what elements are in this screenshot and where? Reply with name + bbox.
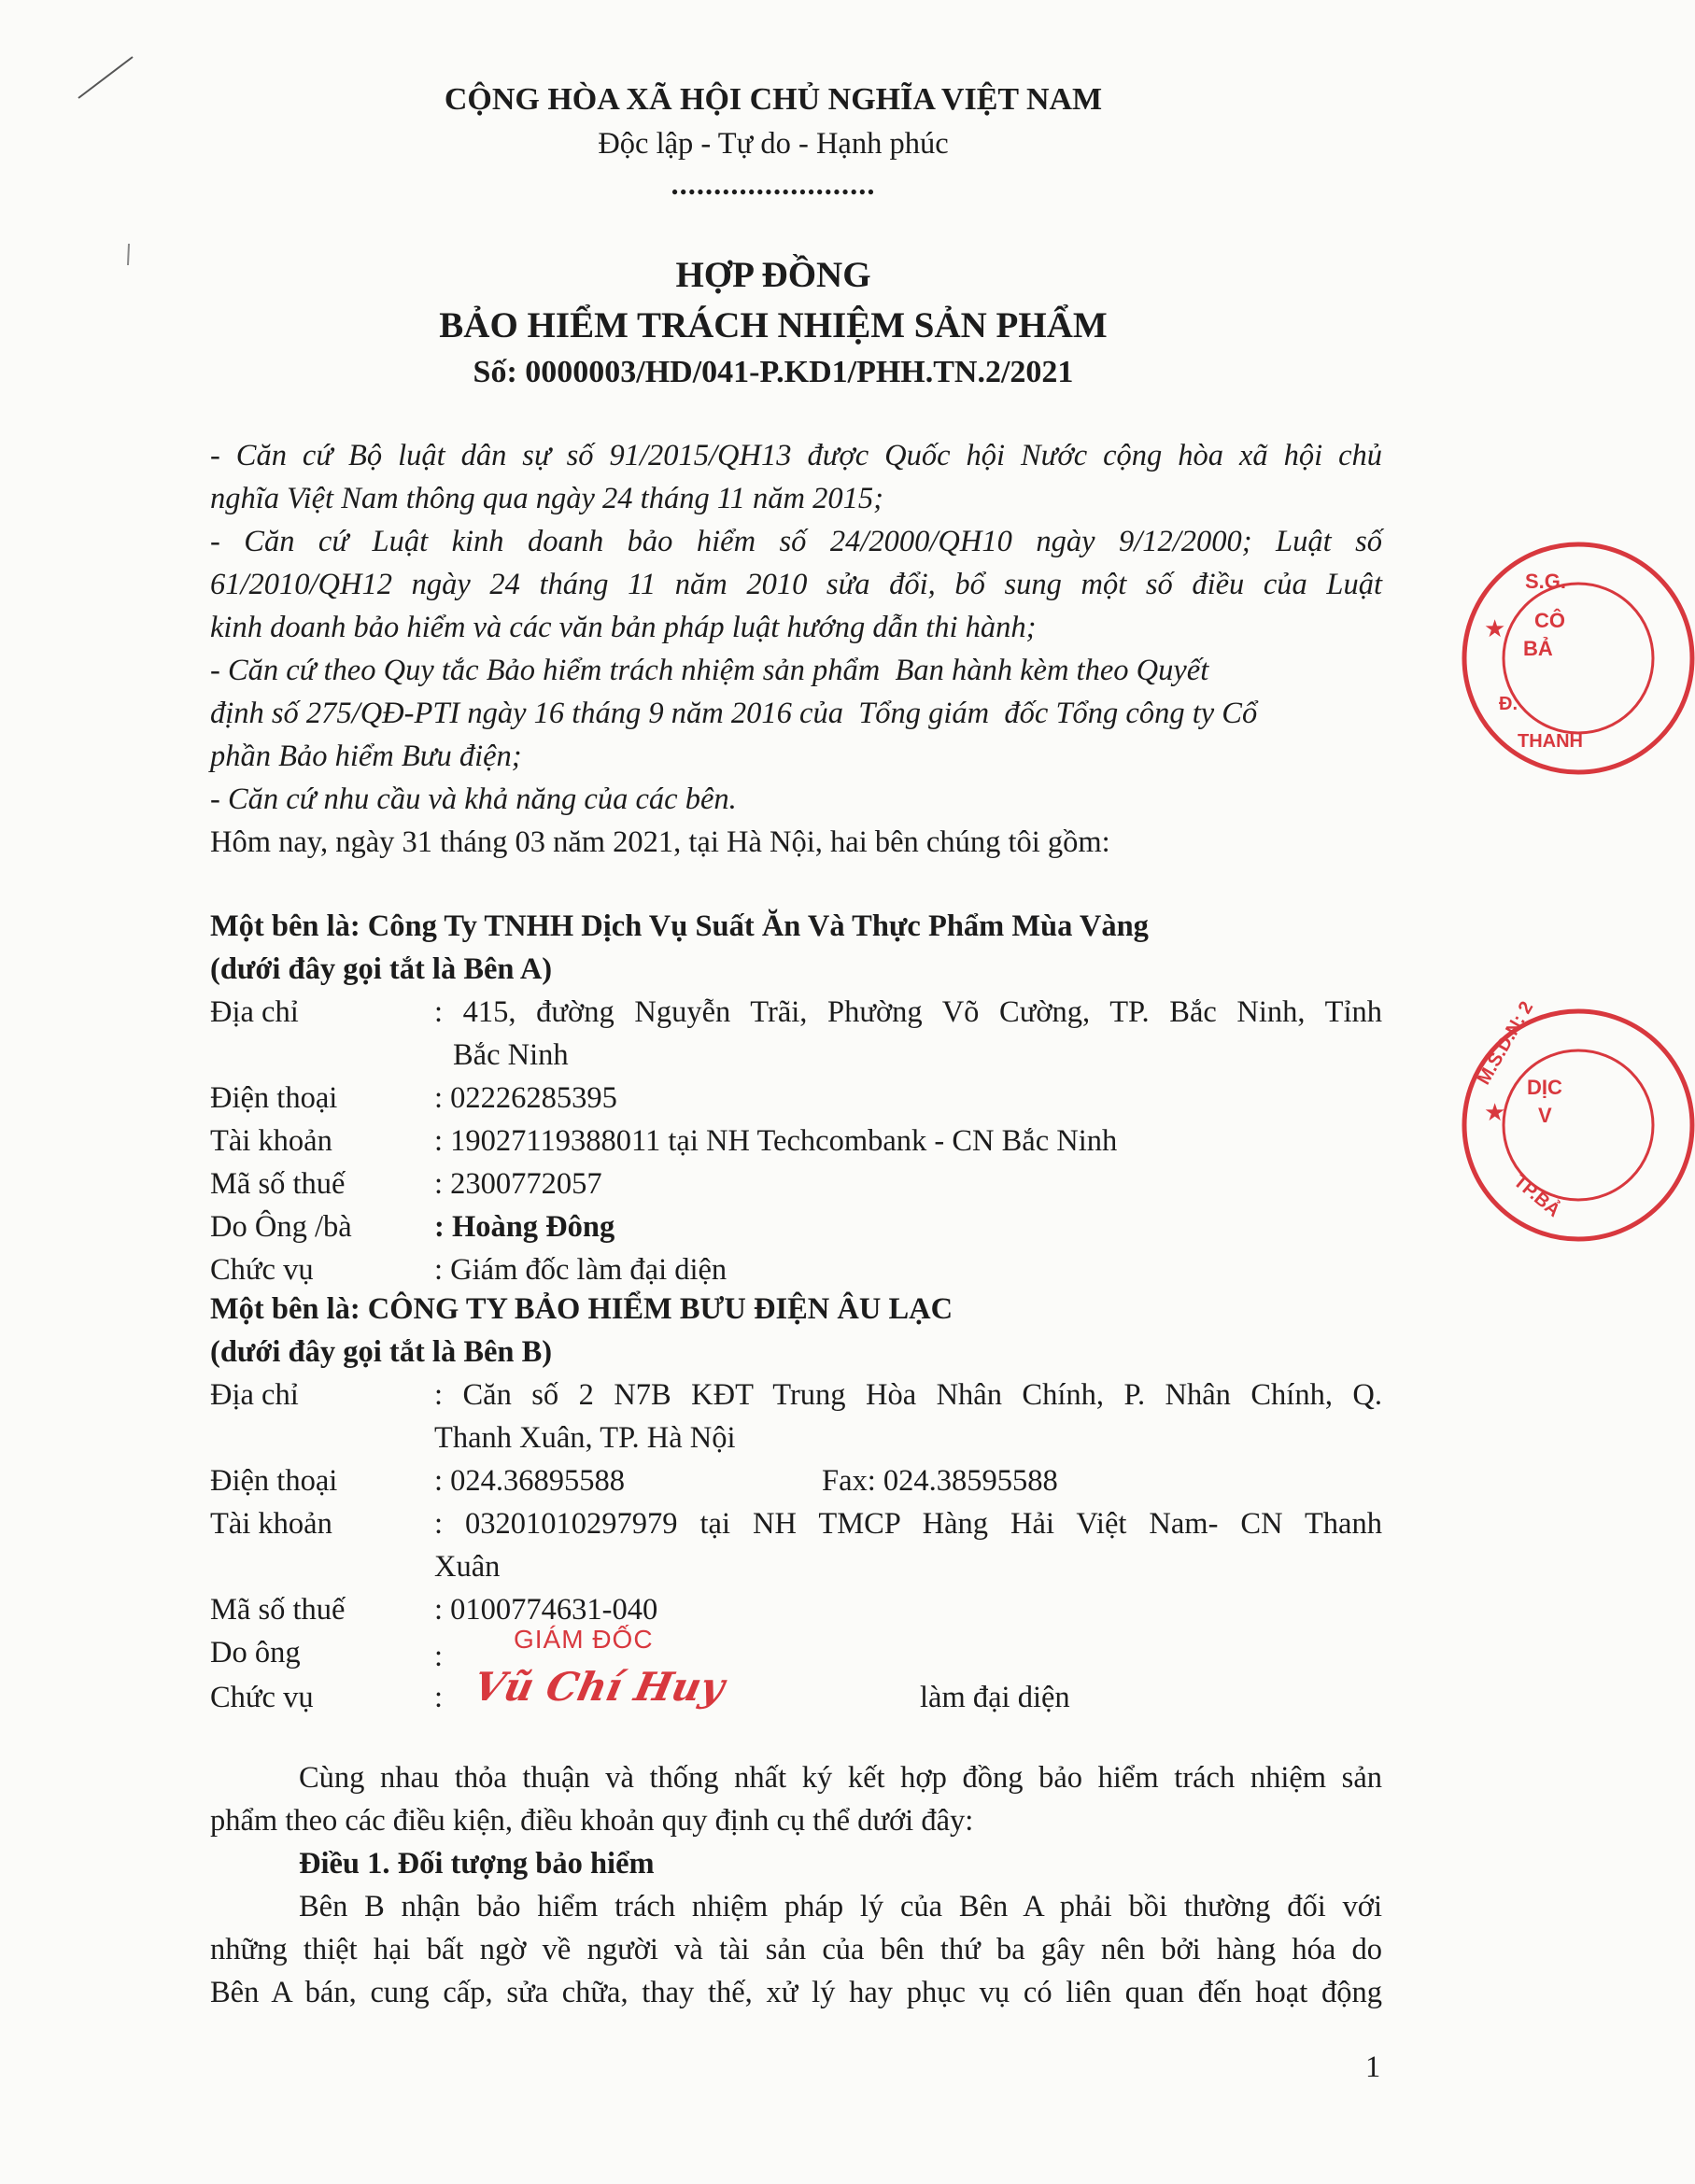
party-a-address: : 415, đường Nguyễn Trãi, Phường Võ Cường, TP. Bắc Ninh, Tỉnh	[434, 995, 1382, 1029]
party-b-tax: : 0100774631-040	[434, 1593, 658, 1627]
svg-text:M.S.D.N: 2: M.S.D.N: 2	[1473, 997, 1538, 1089]
article-1-line: Bên B nhận bảo hiểm trách nhiệm pháp lý của Bên A phải bồi thường đối với	[299, 1890, 1382, 1923]
basis-line: - Căn cứ nhu cầu và khả năng của các bên.	[210, 782, 737, 816]
party-b-fax: Fax: 024.38595588	[822, 1464, 1058, 1498]
party-a-rep-label: Do Ông /bà	[210, 1210, 352, 1244]
svg-text:BẢ: BẢ	[1523, 637, 1553, 660]
agreement-line: phẩm theo các điều kiện, điều khoản quy định cụ thể dưới đây:	[210, 1804, 974, 1838]
basis-line: - Căn cứ Luật kinh doanh bảo hiểm số 24/2000/QH10 ngày 9/12/2000; Luật số	[210, 525, 1382, 558]
today-statement: Hôm nay, ngày 31 tháng 03 năm 2021, tại Hà Nội, hai bên chúng tôi gồm:	[210, 825, 1110, 859]
signature-stamp: Vũ Chí Huy	[469, 1664, 729, 1710]
party-b-rep-label: Do ông	[210, 1636, 301, 1670]
party-b-account: : 03201010297979 tại NH TMCP Hàng Hải Việt Nam- CN Thanh	[434, 1507, 1382, 1541]
party-a-address-label: Địa chỉ	[210, 995, 299, 1029]
svg-text:★: ★	[1484, 1098, 1506, 1126]
party-b-rep-colon: :	[434, 1640, 444, 1673]
party-b-position-suffix: làm đại diện	[920, 1681, 1070, 1714]
party-a-address-cont: Bắc Ninh	[453, 1038, 569, 1072]
party-a-phone: : 02226285395	[434, 1081, 617, 1115]
svg-text:TP.BẢ: TP.BẢ	[1509, 1171, 1564, 1221]
party-b-tax-label: Mã số thuế	[210, 1593, 346, 1627]
party-a-rep: : Hoàng Đông	[434, 1210, 615, 1244]
svg-text:S.G.: S.G.	[1525, 570, 1567, 593]
party-a-tax-label: Mã số thuế	[210, 1167, 346, 1201]
basis-line: kinh doanh bảo hiểm và các văn bản pháp luật hướng dẫn thi hành;	[210, 611, 1037, 644]
party-b-account-cont: Xuân	[434, 1550, 501, 1584]
party-a-account: : 19027119388011 tại NH Techcombank - CN Bắc Ninh	[434, 1124, 1118, 1158]
party-a-account-label: Tài khoản	[210, 1124, 332, 1158]
party-b-address-label: Địa chỉ	[210, 1378, 299, 1412]
basis-line: phần Bảo hiểm Bưu điện;	[210, 740, 522, 773]
article-1-heading: Điều 1. Đối tượng bảo hiểm	[299, 1847, 655, 1881]
article-1-line: những thiệt hại bất ngờ về người và tài sản của bên thứ ba gây nên bởi hàng hóa do	[210, 1933, 1382, 1966]
contract-number: Số: 0000003/HD/041-P.KD1/PHH.TN.2/2021	[473, 355, 1074, 389]
svg-text:V: V	[1538, 1104, 1552, 1127]
party-b-phone-label: Điện thoại	[210, 1464, 338, 1498]
stamp-title: GIÁM ĐỐC	[514, 1625, 654, 1654]
header-divider: ........................	[671, 168, 876, 202]
basis-line: - Căn cứ theo Quy tắc Bảo hiểm trách nhiệm sản phẩm Ban hành kèm theo Quyết	[210, 654, 1209, 687]
party-a-alias: (dưới đây gọi tắt là Bên A)	[210, 952, 553, 986]
basis-line: định số 275/QĐ-PTI ngày 16 tháng 9 năm 2016 của Tổng giám đốc Tổng công ty Cổ	[210, 697, 1258, 730]
party-a-position: : Giám đốc làm đại diện	[434, 1253, 727, 1287]
party-b-phone: : 024.36895588	[434, 1464, 626, 1498]
party-b-address: : Căn số 2 N7B KĐT Trung Hòa Nhân Chính, P. Nhân Chính, Q.	[434, 1378, 1382, 1412]
party-b-position-label: Chức vụ	[210, 1681, 314, 1714]
svg-text:DỊC: DỊC	[1527, 1076, 1562, 1099]
page-number: 1	[1365, 2050, 1381, 2084]
motto: Độc lập - Tự do - Hạnh phúc	[598, 127, 949, 161]
party-b-account-label: Tài khoản	[210, 1507, 332, 1541]
party-a-heading: Một bên là: Công Ty TNHH Dịch Vụ Suất Ăn Và Thực Phẩm Mùa Vàng	[210, 909, 1149, 943]
party-a-phone-label: Điện thoại	[210, 1081, 338, 1115]
party-b-position-colon: :	[434, 1681, 444, 1714]
agreement-line: Cùng nhau thỏa thuận và thống nhất ký kết hợp đồng bảo hiểm trách nhiệm sản	[299, 1761, 1382, 1795]
party-a-tax: : 2300772057	[434, 1167, 602, 1201]
basis-line: nghĩa Việt Nam thông qua ngày 24 tháng 11 năm 2015;	[210, 482, 883, 515]
svg-text:CÔ: CÔ	[1534, 609, 1565, 632]
company-seal-partial	[1452, 990, 1564, 1261]
basis-line: - Căn cứ Bộ luật dân sự số 91/2015/QH13 được Quốc hội Nước cộng hòa xã hội chủ	[210, 439, 1382, 472]
nation-heading: CỘNG HÒA XÃ HỘI CHỦ NGHĨA VIỆT NAM	[444, 82, 1103, 117]
party-b-address-cont: Thanh Xuân, TP. Hà Nội	[434, 1421, 736, 1455]
party-a-position-label: Chức vụ	[210, 1253, 314, 1287]
svg-text:THANH: THANH	[1518, 731, 1583, 752]
party-b-alias: (dưới đây gọi tắt là Bên B)	[210, 1335, 553, 1369]
party-b-heading: Một bên là: CÔNG TY BẢO HIỂM BƯU ĐIỆN ÂU LẠC	[210, 1292, 953, 1326]
contract-title: HỢP ĐỒNG	[675, 255, 871, 295]
svg-text:★: ★	[1484, 614, 1506, 642]
contract-subtitle: BẢO HIỂM TRÁCH NHIỆM SẢN PHẨM	[439, 305, 1108, 345]
basis-line: 61/2010/QH12 ngày 24 tháng 11 năm 2010 sửa đổi, bổ sung một số điều của Luật	[210, 568, 1382, 601]
svg-text:Đ.: Đ.	[1499, 694, 1518, 714]
company-seal-partial	[1452, 523, 1583, 794]
article-1-line: Bên A bán, cung cấp, sửa chữa, thay thế, xử lý hay phục vụ có liên quan đến hoạt động	[210, 1976, 1382, 2009]
